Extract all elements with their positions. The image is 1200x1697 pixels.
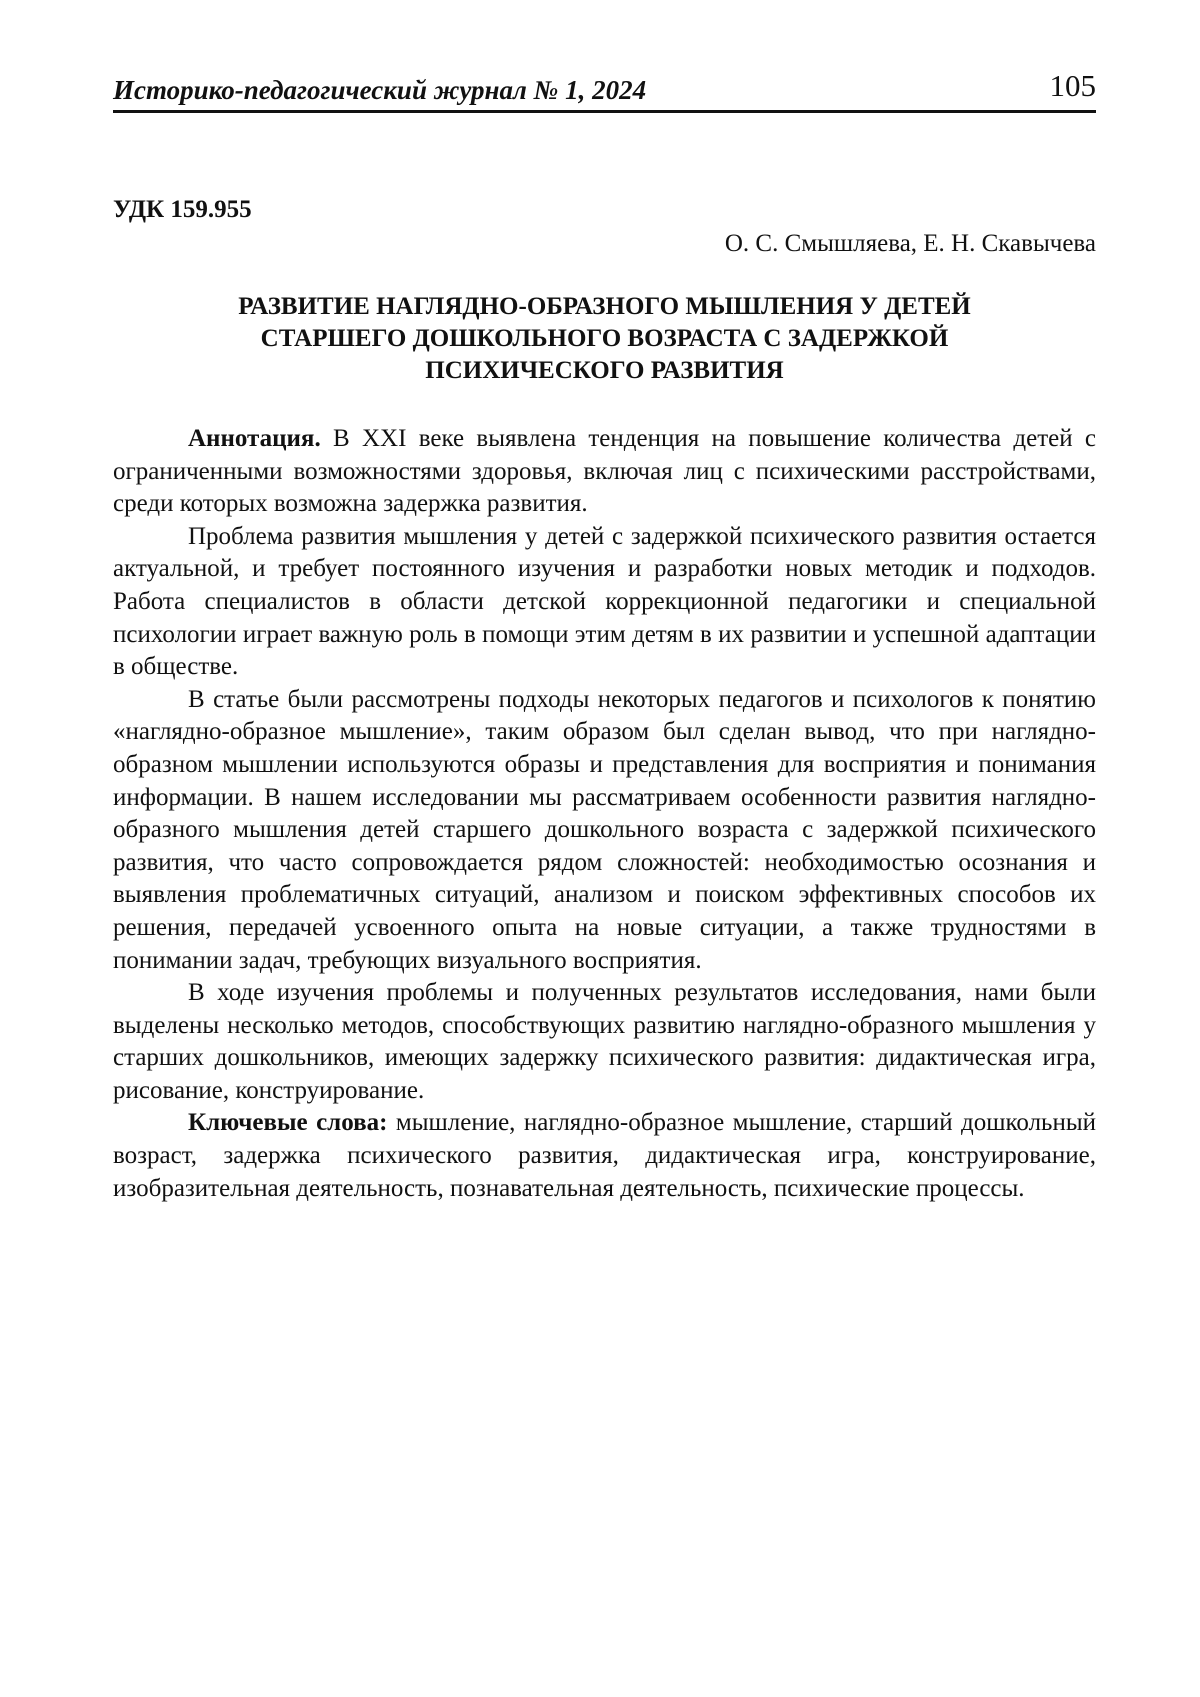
running-header (113, 64, 1096, 113)
article-title-line: РАЗВИТИЕ НАГЛЯДНО-ОБРАЗНОГО МЫШЛЕНИЯ У ДЕТЕЙ (238, 293, 971, 320)
article-title-line: СТАРШЕГО ДОШКОЛЬНОГО ВОЗРАСТА С ЗАДЕРЖКОЙ (260, 325, 949, 352)
keywords-label: Ключевые слова: (188, 1109, 388, 1137)
abstract-paragraph (113, 423, 1096, 521)
abstract-label: Аннотация. (188, 425, 321, 452)
keywords-text: мышление, наглядно-образное мышление, старший дошкольный возраст, задержка психического развития, дидактическая игра, конструирование, изобразительная деятельность, познавательная деятельность, психические процессы. (113, 1109, 1097, 1202)
abstract-paragraph: В статье были рассмотрены подходы некоторых педагогов и психологов к понятию «наглядно-образное мышление», таким образом был сделан вывод, что при наглядно-образном мышлении используются образы и представления для восприятия и понимания информации. В нашем исследовании мы рассматриваем особенности развития наглядно-образного мышления детей старшего дошкольного возраста с задержкой психического развития, что часто сопровождается рядом сложностей: необходимостью осознания и выявления проблематичных ситуаций, анализом и поиском эффективных способов их решения, передачей усвоенного опыта на новые ситуации, а также трудностями в понимании задач, требующих визуального восприятия. (113, 685, 1096, 974)
udk-code: УДК 159.955 (113, 196, 252, 223)
article-authors: О. С. Смышляева, Е. Н. Скавычева (724, 230, 1096, 257)
journal-title: Историко-педагогический журнал № 1, 2024 (113, 75, 647, 105)
article-title (113, 291, 1096, 387)
abstract-paragraph: В ходе изучения проблемы и полученных результатов исследования, нами были выделены несколько методов, способствующих развитию наглядно-образного мышления у старших дошкольников, имеющих задержку психического развития: дидактическая игра, рисование, конструирование. (113, 979, 1096, 1104)
abstract-paragraph: Проблема развития мышления у детей с задержкой психического развития остается актуальной, и требует постоянного изучения и разработки новых методик и подходов. Работа специалистов в области детской коррекционной педагогики и специальной психологии играет важную роль в помощи этим детям в их развитии и успешной адаптации в обществе. (113, 522, 1096, 681)
abstract-text: В XXI веке выявлена тенденция на повышение количества детей с ограниченными возможностями здоровья, включая лиц с психическими расстройствами, среди которых возможна задержка развития. (113, 425, 1096, 518)
article-title-line: ПСИХИЧЕСКОГО РАЗВИТИЯ (425, 357, 784, 384)
page-number: 105 (1049, 68, 1096, 103)
abstract-section (113, 423, 1096, 1205)
keywords-paragraph (113, 1107, 1096, 1205)
